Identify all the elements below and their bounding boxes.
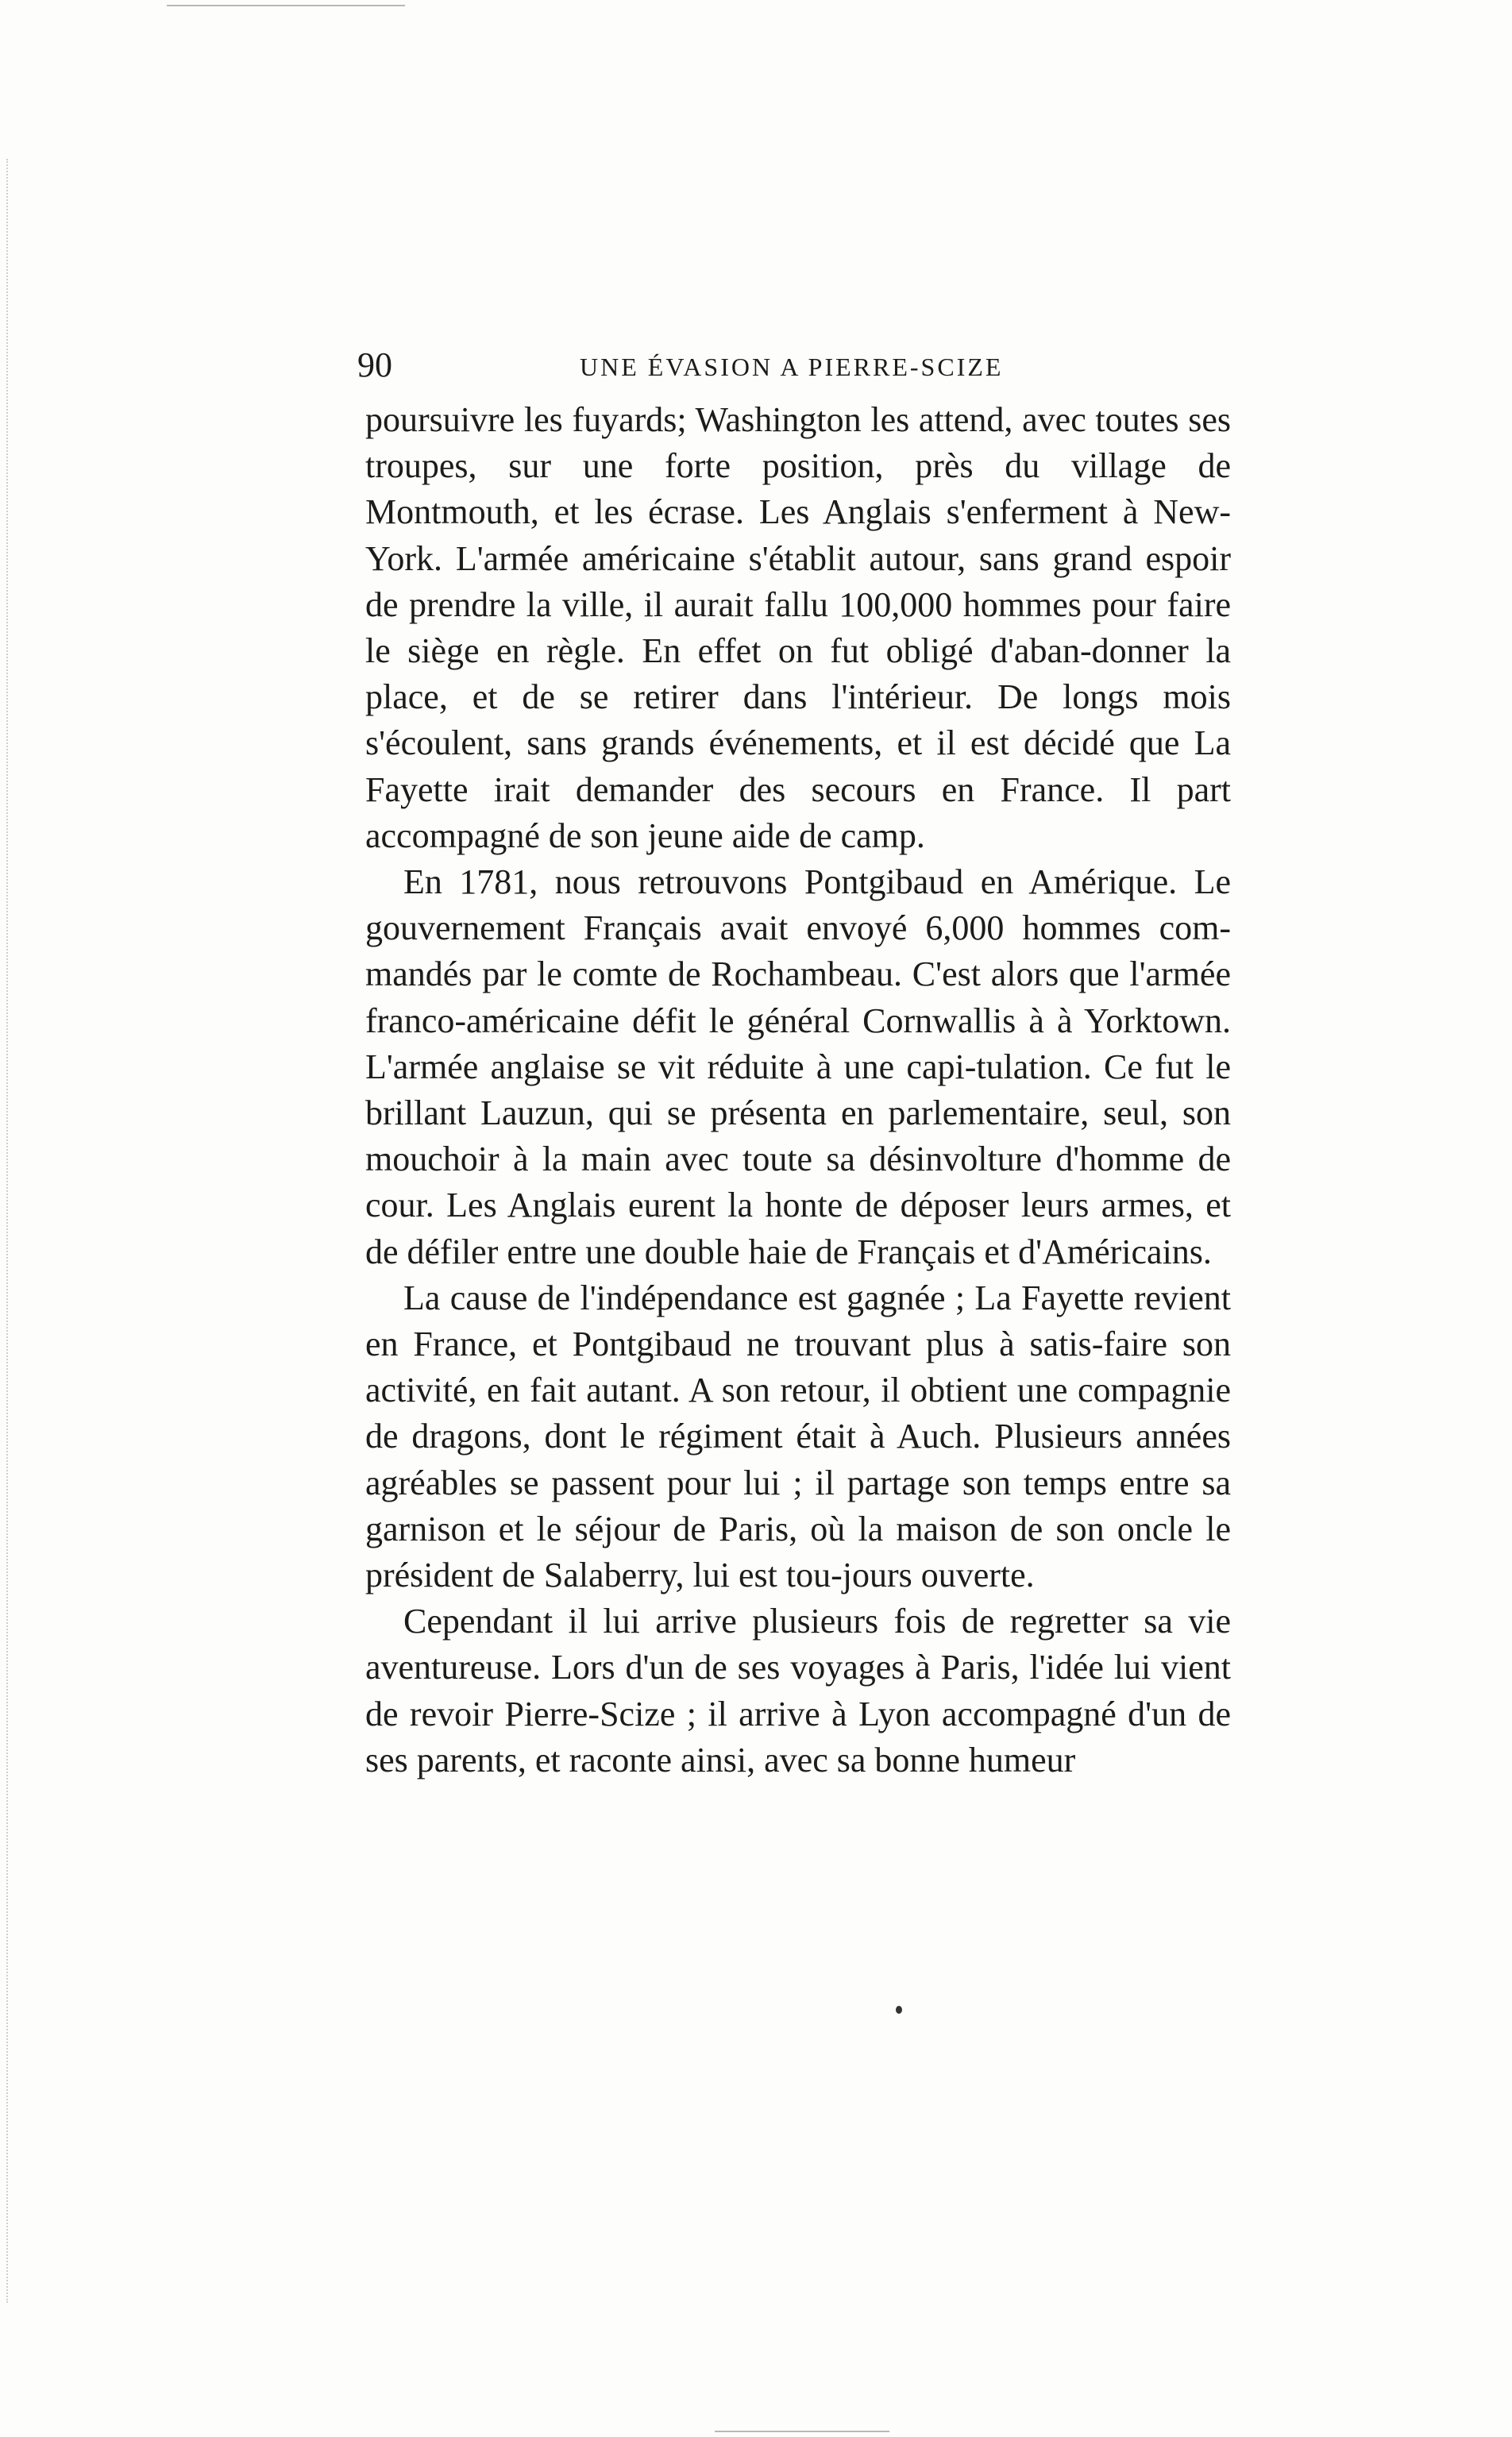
paragraph-1: poursuivre les fuyards; Washington les attend, avec toutes ses troupes, sur une forte position, près du village de Montmouth, et les écrase. Les Anglais s'enferment à New-York. L'armée américaine s'établit autour, sans grand espoir de prendre la ville, il aurait fallu 100,000 hommes pour faire le siège en règle. En effet on fut obligé d'aban-donner la place, et de se retirer dans l'intérieur. De longs mois s'écoulent, sans grands événements, et il est décidé que La Fayette irait demander des secours en France. Il part accompagné de son jeune aide de camp. (365, 400, 1231, 855)
scan-margin-marks (6, 159, 11, 2303)
paragraph-4: Cependant il lui arrive plusieurs fois de regretter sa vie aventureuse. Lors d'un de ses voyages à Paris, l'idée lui vient de revoir Pierre-Scize ; il arrive à Lyon accompagné d'un de ses parents, et raconte ainsi, avec sa bonne humeur (365, 1602, 1231, 1780)
page-number: 90 (357, 345, 392, 384)
scan-edge-bottom (715, 2431, 889, 2432)
paragraph-3: La cause de l'indépendance est gagnée ; La Fayette revient en France, et Pontgibaud ne trouvant plus à satis-faire son activité, en fait autant. A son retour, il obtient une compagnie de dragons, dont le régiment était à Auch. Plusieurs années agréables se passent pour lui ; il partage son temps entre sa garnison et le séjour de Paris, où la maison de son oncle le président de Salaberry, lui est tou-jours ouverte. (365, 1278, 1231, 1595)
running-head: UNE ÉVASION A PIERRE-SCIZE (580, 353, 1004, 381)
paragraph-2: En 1781, nous retrouvons Pontgibaud en Amérique. Le gouvernement Français avait envoyé 6,000 hommes com-mandés par le comte de Rochambeau. C'est alors que l'armée franco-américaine défit le général Cornwallis à à Yorktown. L'armée anglaise se vit réduite à une capi-tulation. Ce fut le brillant Lauzun, qui se présenta en parlementaire, seul, son mouchoir à la main avec toute sa désinvolture d'homme de cour. Les Anglais eurent la honte de déposer leurs armes, et de défiler entre une double haie de Français et d'Américains. (365, 862, 1231, 1271)
scan-edge-top (167, 5, 405, 6)
body-text (365, 397, 1231, 1783)
page-header (357, 341, 1247, 389)
ink-speck (896, 2006, 902, 2014)
